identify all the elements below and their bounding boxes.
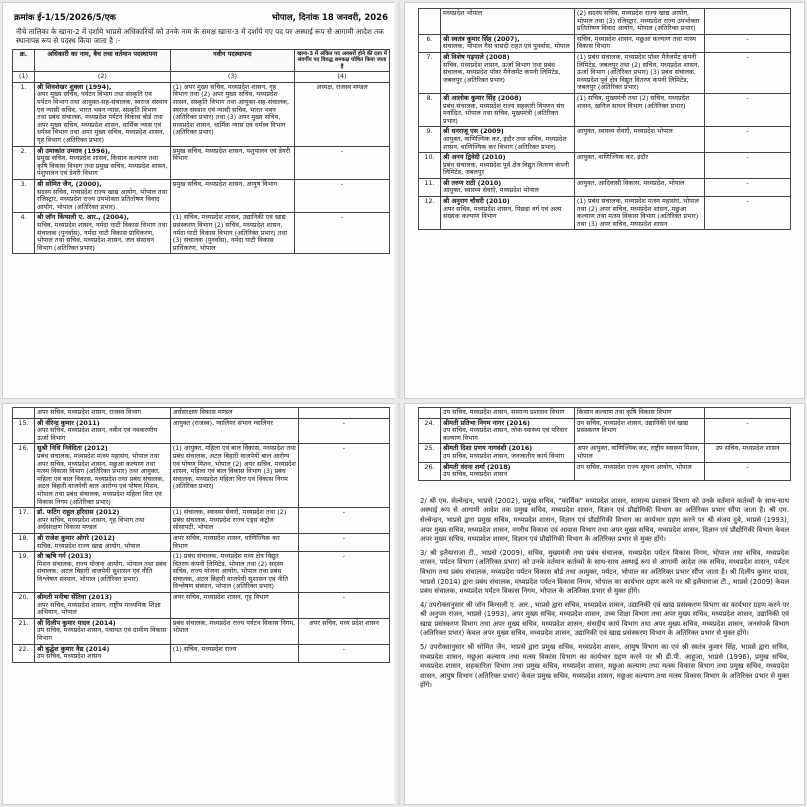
officer-cell [35,179,171,212]
officer-cell [441,408,575,419]
equivalent-cell [298,444,389,508]
serial-cell [419,444,441,462]
equivalent-cell [298,552,389,593]
current-posting: प्रमुख सचिव, मध्यप्रदेश शासन, किसान कल्याण तथा कृषि विकास विभाग तथा प्रमुख सचिव, मध्यप्रदेश शासन, पशुपालन एवं डेयरी विभाग [37,154,168,178]
table-row [13,533,390,551]
officer-cell [441,153,575,179]
current-posting: प्रबंध संचालक, मध्यप्रदेश पूर्व क्षेत्र विद्युत वितरण कंपनी लिमिटेड, जबलपुर [443,160,570,177]
equivalent-post: - [342,552,346,561]
new-posting-cell [170,552,298,593]
table-row [13,552,390,593]
new-posting-cell [170,213,294,254]
serial-cell [419,408,441,419]
current-posting: प्रबंध संचालक, मध्यप्रदेश मत्स्य महासंघ, भोपाल तथा अपर सचिव, मध्यप्रदेश शासन, मछुआ कल्याण तथा मत्स्य विकास विभाग (अतिरिक्त प्रभार) तथा आयुक्त, महिला एवं बाल विकास, मध्यप्रदेश तथा प्रबंध संचालक, अटल बिहारी वाजपेयी बाल आरोग्य एवं पोषण मिशन, भोपाल तथा प्रबंध संचालक, मध्यप्रदेश महिला वित्त एवं विकास निगम (अतिरिक्त प्रभार) [37,451,165,506]
officer-cell [35,508,171,534]
paragraph-3: 3/ श्री इलैयाराजा टी., भाप्रसे (2009), सचिव, मुख्यमंत्री तथा प्रबंध संचालक, मध्यप्रदेश पर्यटन विकास निगम, भोपाल तथा सचिव, मध्यप्रदेश शासन, पर्यटन विभाग (अतिरिक्त प्रभार) को उनके वर्तमान कर्तव्यों के साथ-साथ अस्थाई रूप से आगामी आदेश तक सचिव, मध्यप्रदेश शासन, पर्यटन विभाग तथा प्रबंध संचालक, मध्यप्रदेश पर्यटन विकास बोर्ड तथा आयुक्त, पर्यटन, भोपाल का अतिरिक्त प्रभार सौंपा जाता है। श्री दिलीप कुमार यादव, भाप्रसे (2014) द्वारा प्रबंध संचालक, मध्यप्रदेश पर्यटन विकास निगम, भोपाल का कार्यभार ग्रहण करने पर श्री इलैयाराजा टी., भाप्रसे (2009) केवल प्रबंध संचालक, मध्यप्रदेश पर्यटन विकास निगम, भोपाल के अतिरिक्त प्रभार से मुक्त होंगे। [420,548,789,596]
table-row [419,52,791,93]
table-row [13,618,390,644]
officer-name: श्रीमती दिशा प्रणय नागवंशी (2016) [443,444,533,453]
new-posting: अपर सचिव, मध्यप्रदेश शासन, गृह विभाग [172,593,269,602]
serial-cell [13,593,35,619]
table-row [13,82,390,146]
table-row [13,179,390,212]
current-posting: अपर सचिव, मध्यप्रदेश शासन, गृह विभाग तथा अर्धसंरक्षण विकास मण्डल [37,515,145,532]
new-posting: अर्धसंरक्षण विकास मण्डल [172,408,233,416]
table-row [419,197,791,230]
new-posting: (1) संचालक, स्वास्थ्य सेवाएँ, मध्यप्रदेश तथा (2) प्रबंध संचालक, मध्यप्रदेश राज्य एड्स कंट्रोल सोसायटी, भोपाल [172,508,287,532]
serial-number: 21. [18,618,29,627]
table-row [13,146,390,179]
serial-number: 1. [20,82,27,91]
table-row [13,408,390,419]
table-row [419,153,791,179]
new-posting-cell [574,93,704,126]
new-posting: (2) सदस्य सचिव, मध्यप्रदेश राज्य खाद्य आयोग, भोपाल तथा (3) रजिस्ट्रार, मध्यप्रदेश राज्य उपभोक्ता प्रतितोषण विवाद आयोग, भोपाल (अतिरिक्त प्रभार) [576,9,700,33]
new-posting-cell [574,444,704,462]
page-fold-shadow [394,2,400,399]
current-posting: उप सचिव, मध्यप्रदेश शासन [37,652,102,661]
serial-number: 24. [424,418,435,427]
equivalent-cell [705,197,791,230]
new-posting: (1) आयुक्त, महिला एवं बाल विकास, मध्यप्रदेश तथा प्रबंध संचालक, अटल बिहारी वाजपेयी बाल आरोग्य एवं पोषण मिशन, भोपाल (2) अपर सचिव, मध्यप्रदेश शासन, महिला एवं बाल विकास विभाग (3) प्रबंध संचालक, मध्यप्रदेश महिला वित्त एवं विकास निगम (अतिरिक्त प्रभार) [172,444,296,491]
serial-number: 22. [18,644,29,653]
officer-cell [441,34,575,52]
current-posting: सचिव, मध्यप्रदेश राज्य खाद्य आयोग, भोपाल [37,541,140,550]
serial-number: 4. [20,213,27,222]
current-posting: मध्यप्रदेश भोपाल [443,9,483,17]
serial-number: 16. [18,444,29,453]
serial-cell [13,418,35,444]
equivalent-post: - [746,34,749,43]
order-page-4 [404,403,805,805]
new-posting-cell [574,462,704,480]
serial-number: 25. [424,444,435,453]
officer-name: श्री बुद्धेश कुमार वैद्य (2014) [37,644,110,653]
officer-cell [35,408,171,419]
col-num: (4) [295,72,390,83]
serial-cell [419,52,441,93]
new-posting: प्रबंध संचालक, मध्यप्रदेश राज्य पर्यटन विकास निगम, भोपाल [172,618,296,635]
officer-cell [35,213,171,254]
table-row [419,34,791,52]
officer-cell [441,197,575,230]
posting-table-4 [418,407,791,481]
serial-number: 19. [18,552,29,561]
officer-cell [441,444,575,462]
equivalent-post: - [746,462,749,471]
new-posting: अपर सचिव, मध्यप्रदेश शासन, वाणिज्यिक कर विभाग [172,533,280,550]
equivalent-post: उप सचिव, मध्यप्रदेश शासन [715,444,780,453]
new-posting-cell [170,508,298,534]
officer-cell [35,146,171,179]
current-posting: अपर सचिव, मध्यप्रदेश शासन, पिछड़ा वर्ग एवं अल्प संख्यक कल्याण विभाग [443,204,562,221]
officer-name: श्री अनय द्विवेदी (2010) [443,153,506,162]
equivalent-cell [705,34,791,52]
equivalent-post: - [746,93,749,102]
officer-name: श्री जॉन किंग्सली ए. आर., (2004), [37,213,129,222]
equivalent-post: - [746,197,749,206]
new-posting-cell [170,408,298,419]
current-posting: उप सचिव, मध्यप्रदेश शासन, पंचायत एवं ग्रामीण विकास विभाग [37,626,167,643]
table-row [13,508,390,534]
officer-cell [35,618,171,644]
equivalent-cell [705,418,791,444]
officer-name: श्री विशेष गढ़पाले (2008) [443,52,510,61]
new-posting-cell [574,9,704,35]
table-row [13,593,390,619]
page-fold-shadow [394,403,400,805]
table-row [13,418,390,444]
equivalent-post: - [342,533,346,542]
serial-number: 20. [18,593,29,602]
posting-table-1 [12,49,390,254]
serial-cell [419,197,441,230]
officer-cell [35,593,171,619]
paragraph-5: 5/ उपरोक्तानुसार श्री सोमित जैन, भाप्रसे द्वारा प्रमुख सचिव, मध्यप्रदेश शासन, आयुष विभाग का एवं श्री स्वतंत्र कुमार सिंह, भाप्रसे द्वारा सचिव, मध्यप्रदेश शासन, मछुआ कल्याण तथा मत्स्य विकास विभाग का कार्यभार ग्रहण करने पर श्री डी.पी. आहूजा, भाप्रसे (1996), प्रमुख सचिव, मध्यप्रदेश शासन, सहकारिता विभाग तथा प्रमुख सचिव, मध्यप्रदेश शासन, मछुआ कल्याण तथा मत्स्य विकास विभाग तथा प्रमुख सचिव, मध्यप्रदेश शासन, आयुष विभाग (अतिरिक्त प्रभार) केवल प्रमुख सचिव, मध्यप्रदेश शासन, मछुआ कल्याण तथा मत्स्य विकास विभाग के अतिरिक्त प्रभार से मुक्त होंगे। [420,643,789,690]
officer-name: श्रीमती वंदना शर्मा (2018) [443,462,511,471]
serial-number: 11. [424,178,435,187]
officer-name: श्री सोमित जैन, (2000), [37,179,102,188]
equivalent-cell [295,146,390,179]
equivalent-cell [298,508,389,534]
new-posting-cell [574,34,704,52]
new-posting: अपर आयुक्त, वाणिज्यिक कर, राष्ट्रीय स्वास्थ्य मिशन, भोपाल [576,444,700,460]
posting-table-3 [12,407,390,663]
paragraph-2: 2/ श्री एम. सेल्वेन्द्रन, भाप्रसे (2002), प्रमुख सचिव, "कार्मिक" मध्यप्रदेश शासन, सामान्य प्रशासन विभाग को उनके वर्तमान कर्तव्यों के साथ-साथ अस्थाई रूप से आगामी आदेश तक प्रमुख सचिव, मध्यप्रदेश शासन, विज्ञान एवं प्रौद्योगिकी विभाग का अतिरिक्त प्रभार सौंपा जाता है। श्री एम. सेल्वेन्द्रन, भाप्रसे द्वारा प्रमुख सचिव, मध्यप्रदेश शासन, विज्ञान एवं प्रौद्योगिकी विभाग का कार्यभार ग्रहण करने पर श्री संजय दुबे, भाप्रसे (1993), अपर मुख्य सचिव, मध्यप्रदेश शासन, नगरीय विकास एवं आवास विभाग तथा अपर मुख्य सचिव, मध्यप्रदेश शासन, विज्ञान एवं प्रौद्योगिकी विभाग केवल अपर मुख्य सचिव, मध्यप्रदेश शासन, विज्ञान एवं प्रौद्योगिकी विभाग के अतिरिक्त प्रभार से मुक्त होंगे। [420,496,789,544]
officer-cell [35,444,171,508]
officer-cell [441,418,575,444]
officer-cell [35,644,171,662]
officer-name: डॉ. फटिंग राहुल हरिदास (2012) [37,508,120,517]
new-posting-cell [574,418,704,444]
serial-cell [419,178,441,196]
new-posting: प्रमुख सचिव, मध्यप्रदेश शासन, आयुष विभाग [172,179,278,188]
equivalent-cell [705,408,791,419]
order-page-2 [404,2,805,399]
table-row [419,444,791,462]
serial-number: 2. [20,146,27,155]
current-posting: उप सचिव, मध्यप्रदेश शासन, जनजातीय कार्य विभाग [443,451,565,460]
current-posting: उप सचिव, मध्यप्रदेश शासन, सामान्य प्रशासन विभाग [443,408,565,416]
serial-cell [13,618,35,644]
current-posting: आयुक्त, स्वास्थ्य सेवाएँ, मध्यप्रदेश भोपाल [443,186,539,195]
current-posting: अपर सचिव, मध्यप्रदेश शासन, राजस्व विभाग [37,408,142,416]
serial-number: 18. [18,533,29,542]
serial-cell [13,146,35,179]
new-posting-cell [170,179,294,212]
header-equivalent: खाना-3 में अंकित पद अवसरों होने की दशा में संवर्गीय पद विरुद्ध समकक्ष घोषित किया जाता है [295,50,390,72]
header-serial: क्र. [13,50,35,72]
officer-cell [35,82,171,146]
officer-name: श्री दिलीप कुमार यादव (2014) [37,618,116,627]
new-posting: प्रमुख सचिव, मध्यप्रदेश शासन, पशुपालन एवं डेयरी विभाग [172,146,291,163]
table-row [13,444,390,508]
officer-name: श्री ऋषि गर्ग (2013) [37,552,92,561]
new-posting: (1) सचिव, मध्यप्रदेश शासन, उद्यानिकी एवं खाद्य प्रसंस्करण विभाग (2) सचिव, मध्यप्रदेश शासन, नर्मदा घाटी विकास विभाग (अतिरिक्त प्रभार) तथा (3) संचालक (पुनर्वास), नर्मदा घाटी विकास प्राधिकरण, भोपाल [172,213,287,252]
officer-name: श्री अनुराग चौधरी (2010) [443,197,510,206]
equivalent-post: - [342,644,346,653]
equivalent-cell [705,153,791,179]
table-row [419,9,791,35]
col-num: (2) [35,72,171,83]
officer-name: श्री आलोक कुमार सिंह (2008) [443,93,522,102]
new-posting: आयुक्त, आदिवासी विकास, मध्यप्रदेश, भोपाल [576,178,685,187]
current-posting: सचिव, मध्यप्रदेश शासन, ऊर्जा विभाग तथा प्रबंध संचालक, मध्यप्रदेश पॉवर मैनेजमेंट कंपनी लिमिटेड, जबलपुर (अतिरिक्त प्रभार) [443,60,561,84]
equivalent-cell [298,418,389,444]
equivalent-post: - [746,52,749,61]
officer-cell [441,93,575,126]
officer-name: श्री राजेश कुमार ओगरे (2012) [37,533,115,542]
new-posting: आयुक्त (राजस्व), ग्वालियर संभाग ग्वालियर [172,418,273,427]
officer-cell [441,52,575,93]
new-posting: (1) सचिव, मध्यप्रदेश राज्य [172,644,237,653]
order-page-1 [2,2,400,399]
current-posting: संचालक, भोपाल गैस त्रासदी राहत एवं पुनर्वास, भोपाल [443,42,570,51]
order-page-3 [2,403,400,805]
new-posting-cell [170,418,298,444]
table-row [419,462,791,480]
equivalent-cell [705,93,791,126]
officer-cell [35,418,171,444]
table-row [13,644,390,662]
serial-cell [13,213,35,254]
serial-number: 10. [424,153,435,162]
equivalent-post: अध्यक्ष, राजस्व मण्डल [316,82,368,91]
order-number: क्रमांक ई-1/15/2026/5/एक [14,13,116,23]
officer-name: श्री तरुण राठी (2010) [443,178,502,187]
serial-number: 15. [18,418,29,427]
new-posting: (1) प्रबंध संचालक, मध्यप्रदेश पॉवर मैनेजमेंट कंपनी लिमिटेड, जबलपुर तथा (2) सचिव, मध्यप्रदेश शासन, ऊर्जा विभाग (अतिरिक्त प्रभार) (3) प्रबंध संचालक, मध्यप्रदेश पूर्व क्षेत्र विद्युत वितरण कंपनी लिमिटेड, जबलपुर (अतिरिक्त प्रभार) [576,52,700,92]
serial-cell [419,127,441,153]
equivalent-cell [705,52,791,93]
equivalent-cell [295,213,390,254]
serial-cell [13,444,35,508]
table-row [419,418,791,444]
serial-cell [419,462,441,480]
header-new-posting: नवीन पदस्थापना [170,50,294,72]
current-posting: उप सचिव, मध्यप्रदेश शासन [443,470,508,479]
officer-name: श्री शिवशेखर शुक्ला (1994), [37,82,112,91]
header-officer: अधिकारी का नाम, बैच तथा वर्तमान पदस्थापना [35,50,171,72]
table-row [13,213,390,254]
equivalent-post: - [340,179,344,188]
new-posting: उप सचिव, मध्यप्रदेश राज्य सूचना आयोग, भोपाल [576,462,692,471]
new-posting-cell [170,533,298,551]
serial-number: 8. [426,93,433,102]
new-posting-cell [574,127,704,153]
officer-cell [35,552,171,593]
officer-cell [441,462,575,480]
order-date: भोपाल, दिनांक 18 जनवरी, 2026 [271,13,388,23]
col-num: (3) [170,72,294,83]
serial-number: 26. [424,462,435,471]
current-posting: उप सचिव, मध्यप्रदेश शासन, लोक स्वास्थ्य एवं परिवार कल्याण विभाग [443,426,568,442]
serial-cell [419,153,441,179]
equivalent-post: - [340,213,344,222]
equivalent-post: - [342,444,346,453]
equivalent-post: - [746,127,749,136]
serial-number: 7. [426,52,433,61]
new-posting-cell [170,593,298,619]
posting-table-2 [418,8,791,230]
current-posting: प्रबंध संचालक, मध्यप्रदेश राज्य सहकारी विपणन संघ मर्यादित, भोपाल तथा सचिव, मुख्यमंत्री (अतिरिक्त प्रभार) [443,101,565,125]
equivalent-cell [705,178,791,196]
serial-cell [419,93,441,126]
serial-number: 3. [20,179,27,188]
new-posting-cell [170,618,298,644]
officer-name: श्रीमती प्रतिभा निगम नागर (2016) [443,418,530,427]
equivalent-post: - [746,153,749,162]
order-intro: नीचे तालिका के खाना-2 में दर्शाये भाप्रसे अधिकारियों को उनके नाम के समक्ष खाना-3 में दर्शाये गए पद पर अस्थाई रूप से आगामी आदेश तक स्थानापन्न रूप से पदस्थ किया जाता है :- [16,27,384,45]
equivalent-cell [295,82,390,146]
equivalent-cell [295,179,390,212]
equivalent-cell [298,408,389,419]
officer-cell [35,533,171,551]
new-posting-cell [170,82,294,146]
new-posting: आयुक्त, स्वास्थ्य सेवाएँ, मध्यप्रदेश भोपाल [576,127,673,136]
new-posting-cell [574,178,704,196]
current-posting: सदस्य सचिव, मध्यप्रदेश राज्य खाद्य आयोग, भोपाल तथा रजिस्ट्रार, मध्यप्रदेश राज्य उपभोक्ता प्रतितोषण विवाद आयोग, भोपाल (अतिरिक्त प्रभार) [37,187,168,211]
new-posting: सचिव, मध्यप्रदेश शासन, मछुआ कल्याण तथा मत्स्य विकास विभाग [576,34,697,51]
equivalent-cell [298,618,389,644]
serial-number: 6. [426,34,433,43]
current-posting: आयुक्त, वाणिज्यिक कर, इंदौर तथा सचिव, मध्यप्रदेश शासन, वाणिज्यिक कर विभाग (अतिरिक्त प्रभार) [443,134,567,151]
officer-name: श्री स्वतंत्र कुमार सिंह (2007), [443,34,520,43]
serial-cell [13,179,35,212]
serial-cell [13,508,35,534]
serial-cell [419,9,441,35]
serial-cell [13,408,35,419]
serial-cell [13,82,35,146]
serial-cell [419,418,441,444]
equivalent-cell [705,462,791,480]
table-row [419,93,791,126]
table-row [419,178,791,196]
officer-name: सुश्री निधि निवेदिता (2012) [37,444,108,453]
new-posting-cell [574,197,704,230]
current-posting: अपर सचिव, मध्यप्रदेश शासन, नवीन एवं नवकरणीय ऊर्जा विभाग [37,426,158,442]
equivalent-post: - [342,593,346,602]
officer-name: श्रीमती मनीषा सेंतिया (2013) [37,593,112,602]
current-posting: अपर सचिव, मध्यप्रदेश शासन, राष्ट्रीय माध्यमिक शिक्षा अभियान, भोपाल [37,600,161,617]
table-header-row [13,50,390,72]
officer-name: श्री वीरेन्द्र कुमार (2011) [37,418,100,427]
new-posting: (1) अपर मुख्य सचिव, मध्यप्रदेश शासन, गृह विभाग तथा (2) अपर मुख्य सचिव, मध्यप्रदेश शासन, संस्कृति विभाग तथा आयुक्त-सह-संचालक, स्वराज संस्थान एवं न्यासी सचिव, भारत भवन (अतिरिक्त प्रभार) तथा (3) अपर मुख्य सचिव, मध्यप्रदेश शासन, धार्मिक न्यास एवं धर्मस्व विभाग (अतिरिक्त प्रभार) [172,82,290,137]
equivalent-post: - [342,508,346,517]
serial-number: 12. [424,197,435,206]
equivalent-cell [705,444,791,462]
table-row [419,127,791,153]
new-posting-cell [170,644,298,662]
equivalent-post: - [342,418,346,427]
new-posting: उप सचिव, मध्यप्रदेश शासन, उद्यानिकी एवं खाद्य प्रसंस्करण विभाग [576,418,688,435]
order-header [2,2,400,25]
new-posting-cell [170,146,294,179]
serial-cell [13,552,35,593]
new-posting: (1) सचिव, मुख्यमंत्री तथा (2) सचिव, मध्यप्रदेश शासन, खनिज साधन विभाग (अतिरिक्त प्रभार) [576,93,690,110]
officer-name: श्री उमाकांत उमराव (1996), [37,146,111,155]
officer-cell [441,127,575,153]
serial-number: 17. [18,508,29,517]
new-posting: आयुक्त, वाणिज्यिक कर, इंदौर [576,153,649,162]
current-posting: सचिव, मध्यप्रदेश शासन, नर्मदा घाटी विकास विभाग तथा संचालक (पुनर्वास), नर्मदा घाटी विकास प्राधिकरण, भोपाल तथा सचिव, मध्यप्रदेश शासन, जल संसाधन विभाग (अतिरिक्त प्रभार) [37,220,168,252]
officer-cell [441,178,575,196]
officer-name: श्री धनराजू एस (2009) [443,127,504,136]
new-posting: (1) प्रबंध संचालक, मध्यप्रदेश मध्य क्षेत्र विद्युत वितरण कंपनी लिमिटेड, भोपाल तथा (2) सदस्य सचिव, राज्य योजना आयोग, भोपाल तथा प्रबंध संचालक, अटल बिहारी वाजपेयी सुशासन एवं नीति विश्लेषण संस्थान, भोपाल (अतिरिक्त प्रभार) [172,552,288,591]
paragraph-4: 4/ उपरोक्तानुसार श्री जॉन किंग्सली ए. आर., भाप्रसे द्वारा सचिव, मध्यप्रदेश शासन, उद्यानिकी एवं खाद्य प्रसंस्करण विभाग का कार्यभार ग्रहण करने पर श्री अनुपम राजन, भाप्रसे (1993), अपर मुख्य सचिव, मध्यप्रदेश शासन, उच्च शिक्षा विभाग तथा अपर मुख्य सचिव, मध्यप्रदेश शासन, उद्यानिकी एवं खाद्य प्रसंस्करण विभाग तथा अपर मुख्य सचिव, मध्यप्रदेश शासन, संसदीय कार्य विभाग तथा अपर मुख्य सचिव, मध्यप्रदेश शासन, जनसंपर्क विभाग (अतिरिक्त प्रभार) केवल अपर मुख्य सचिव, मध्यप्रदेश शासन, उद्यानिकी एवं खाद्य प्रसंस्करण विभाग के अतिरिक्त प्रभार से मुक्त होंगे। [420,600,790,638]
serial-number: 9. [426,127,433,136]
equivalent-post: - [746,178,749,187]
equivalent-cell [298,593,389,619]
col-num: (1) [13,72,35,83]
new-posting-cell [574,52,704,93]
equivalent-cell [298,644,389,662]
current-posting: अपर मुख्य सचिव, पर्यटन विभाग तथा संस्कृति एवं पर्यटन विभाग तथा आयुक्त-सह-संचालक, स्वराज संस्थान एवं न्यासी सचिव, भारत भवन न्यास, संस्कृति विभाग तथा प्रबंध संचालक, मध्यप्रदेश पर्यटन विकास बोर्ड तथा अपर मुख्य सचिव, मध्यप्रदेश शासन, धार्मिक न्यास एवं धर्मस्व विभाग तथा अपर मुख्य सचिव, मध्यप्रदेश शासन, गृह विभाग (अतिरिक्त प्रभार) [37,90,168,144]
equivalent-post: - [340,146,344,155]
column-number-row [13,72,390,83]
equivalent-post: - [746,418,749,427]
new-posting-cell [574,408,704,419]
new-posting-cell [574,153,704,179]
table-row [419,408,791,419]
equivalent-cell [705,9,791,35]
new-posting-cell [170,444,298,508]
officer-cell [441,9,575,35]
serial-cell [13,644,35,662]
serial-cell [13,533,35,551]
new-posting: (1) प्रबंध संचालक, मध्यप्रदेश मत्स्य महासंघ, भोपाल तथा (2) अपर सचिव, मध्यप्रदेश शासन, मछुआ कल्याण तथा मत्स्य विकास विभाग (अतिरिक्त प्रभार) तथा (3) अपर सचिव, मध्यप्रदेश शासन [576,197,699,228]
serial-cell [419,34,441,52]
equivalent-cell [705,127,791,153]
equivalent-cell [298,533,389,551]
new-posting: किसान कल्याण तथा कृषि विकास विभाग [576,408,672,416]
equivalent-post: अपर सचिव, मध्य प्रदेश शासन [308,618,379,627]
current-posting: मिशन संचालक, राज्य योजना आयोग, भोपाल तथा प्रबंध संचालक, अटल बिहारी वाजपेयी सुशासन एवं नीति विश्लेषण संस्थान, भोपाल (अतिरिक्त प्रभार) [37,559,167,583]
